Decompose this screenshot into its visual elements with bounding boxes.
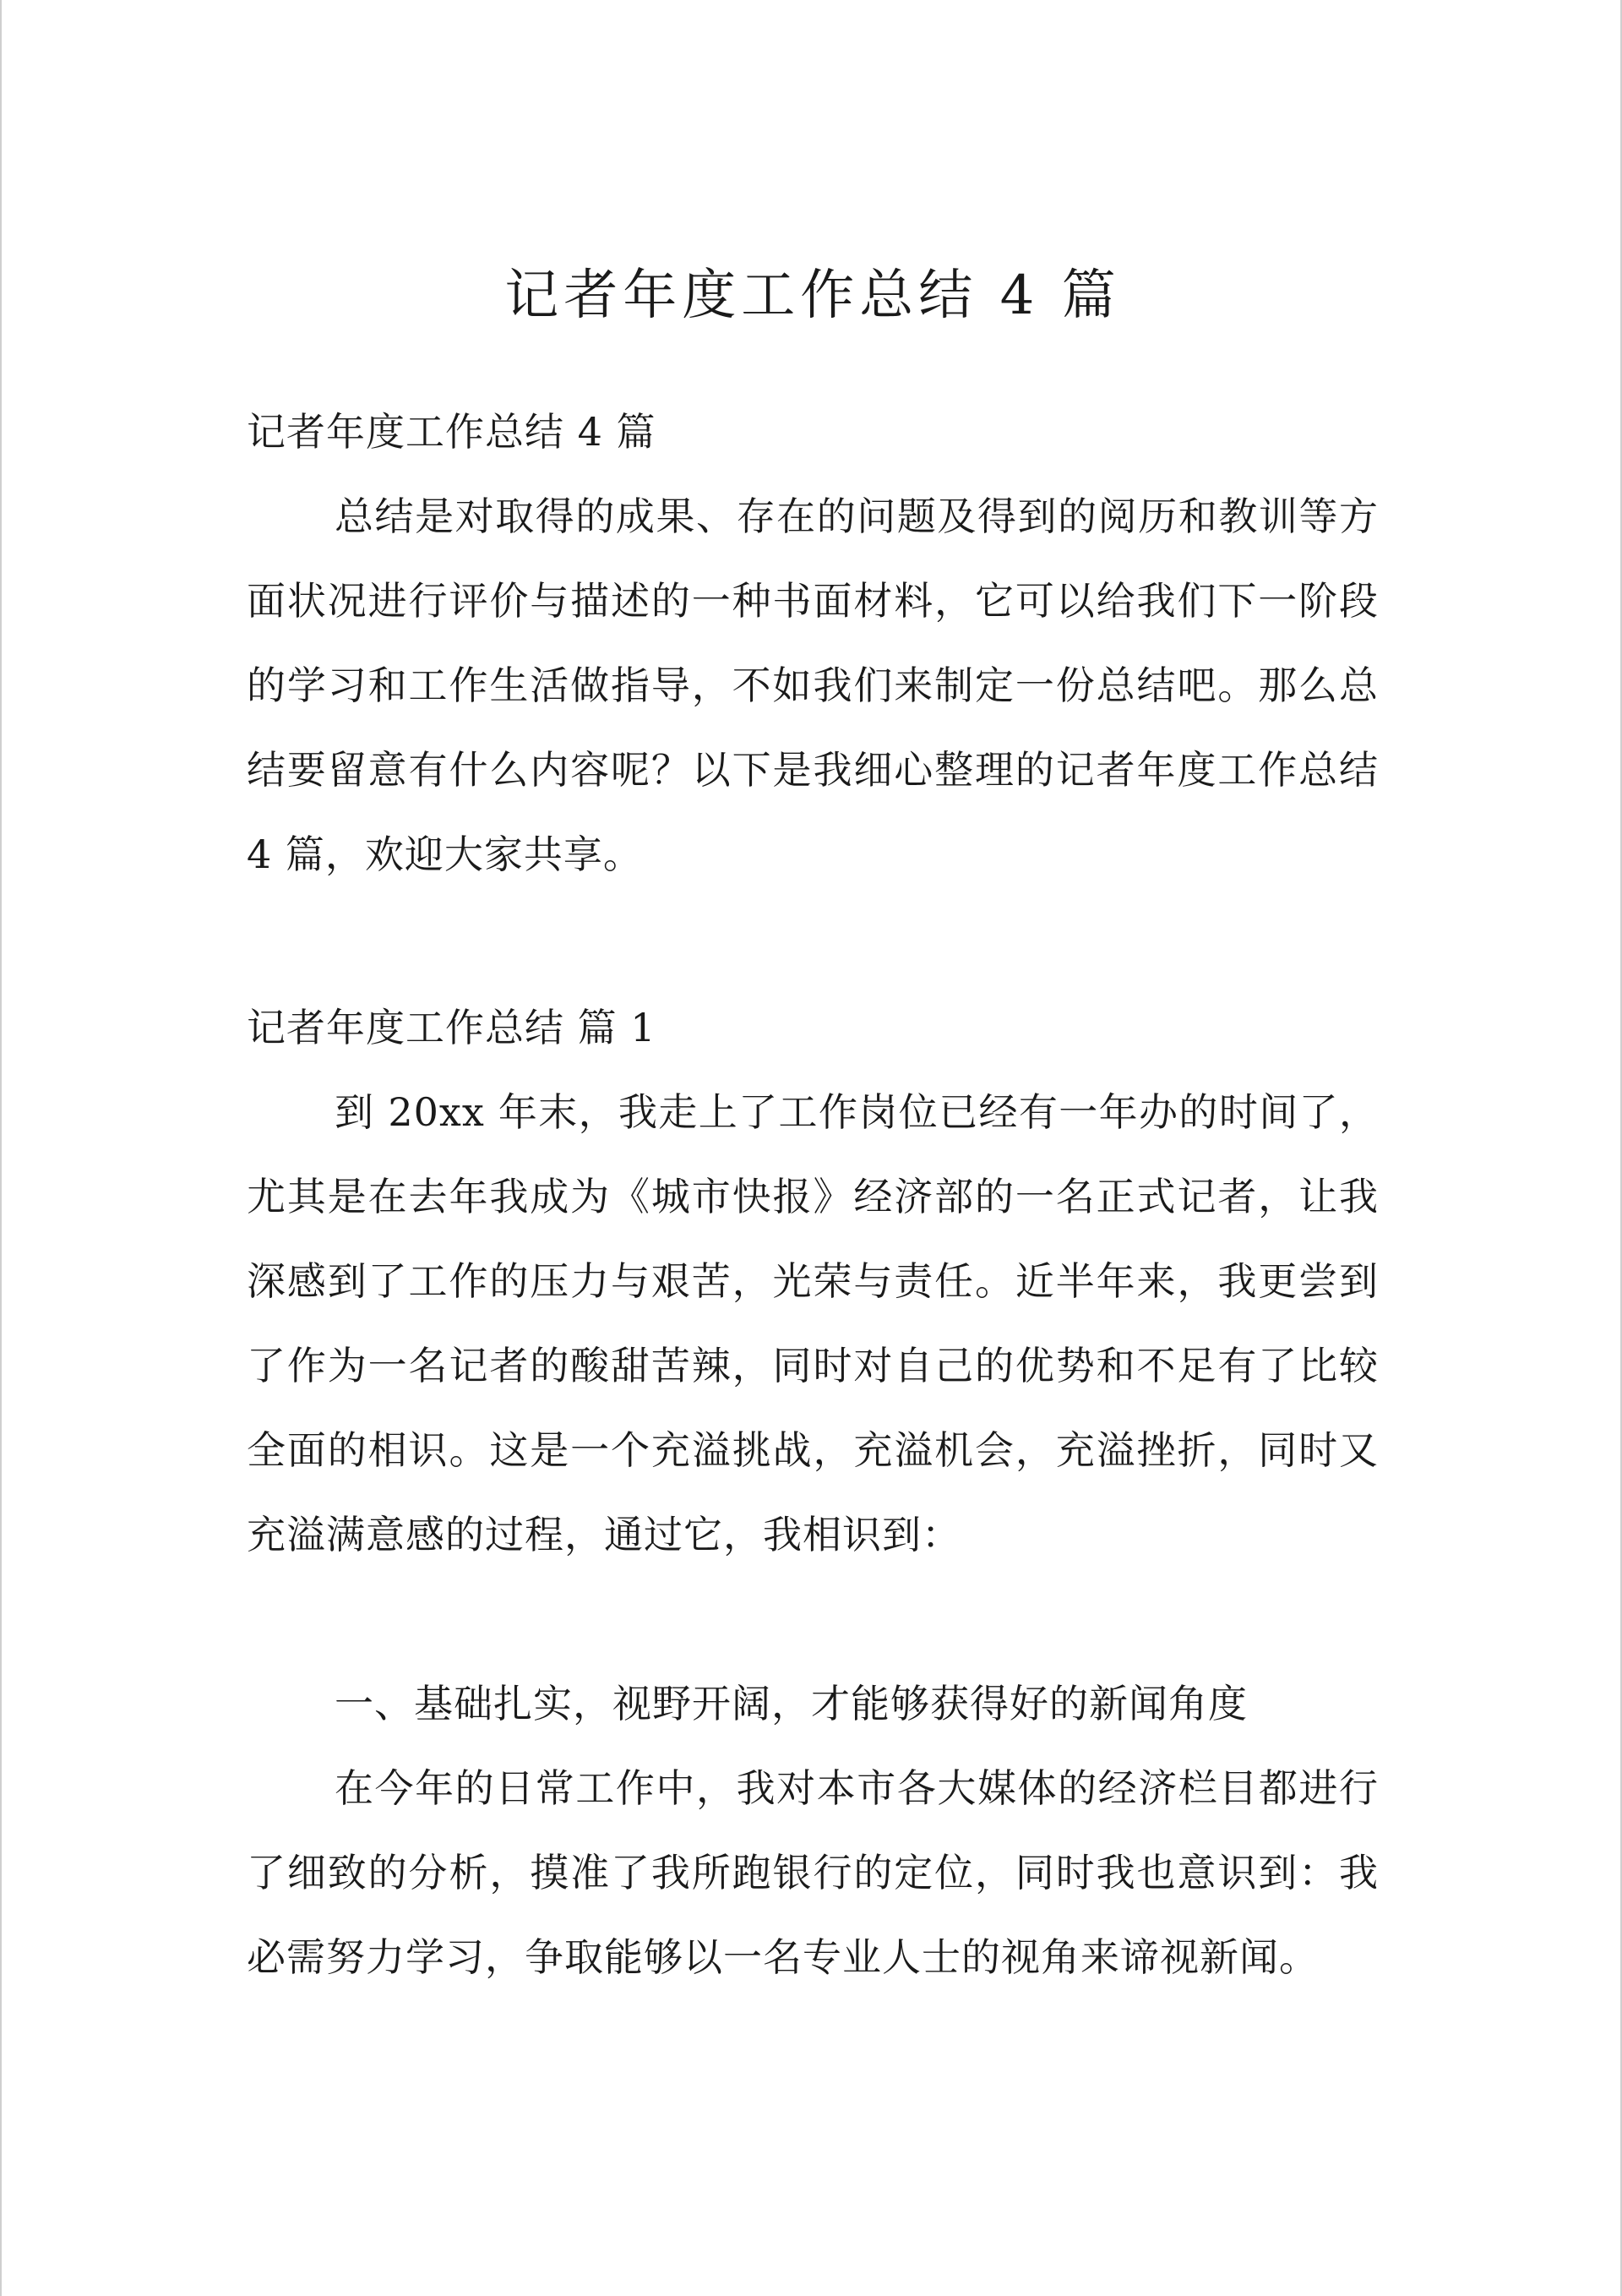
document-subtitle: 记者年度工作总结 4 篇: [247, 409, 656, 455]
section1-point-1-paragraph: 在今年的日常工作中，我对本市各大媒体的经济栏目都进行了细致的分析，摸准了我所跑银行的定位，同时我也意识到：我必需努力学习，争取能够以一名专业人士的视角来谛视新闻。: [247, 1765, 1379, 1980]
section-heading-1: 记者年度工作总结 篇 1: [247, 1005, 656, 1050]
section1-point-1-heading: 一、基础扎实，视野开阔，才能够获得好的新闻角度: [335, 1681, 1248, 1726]
document-title: 记者年度工作总结 4 篇: [504, 265, 1121, 327]
section1-paragraph-1: 到 20xx 年末，我走上了工作岗位已经有一年办的时间了，尤其是在去年我成为《城市快报》经济部的一名正式记者，让我深感到了工作的压力与艰苦，光荣与责任。近半年来，我更尝到了作为一名记者的酸甜苦辣，同时对自己的优势和不足有了比较全面的相识。这是一个充溢挑战，充溢机会，充溢挫折，同时又充溢满意感的过程，通过它，我相识到：: [247, 1089, 1379, 1557]
intro-paragraph: 总结是对取得的成果、存在的问题及得到的阅历和教训等方面状况进行评价与描述的一种书面材料，它可以给我们下一阶段的学习和工作生活做指导，不如我们来制定一份总结吧。那么总结要留意有什么内容呢？以下是我细心整理的记者年度工作总结 4 篇，欢迎大家共享。: [247, 494, 1379, 877]
